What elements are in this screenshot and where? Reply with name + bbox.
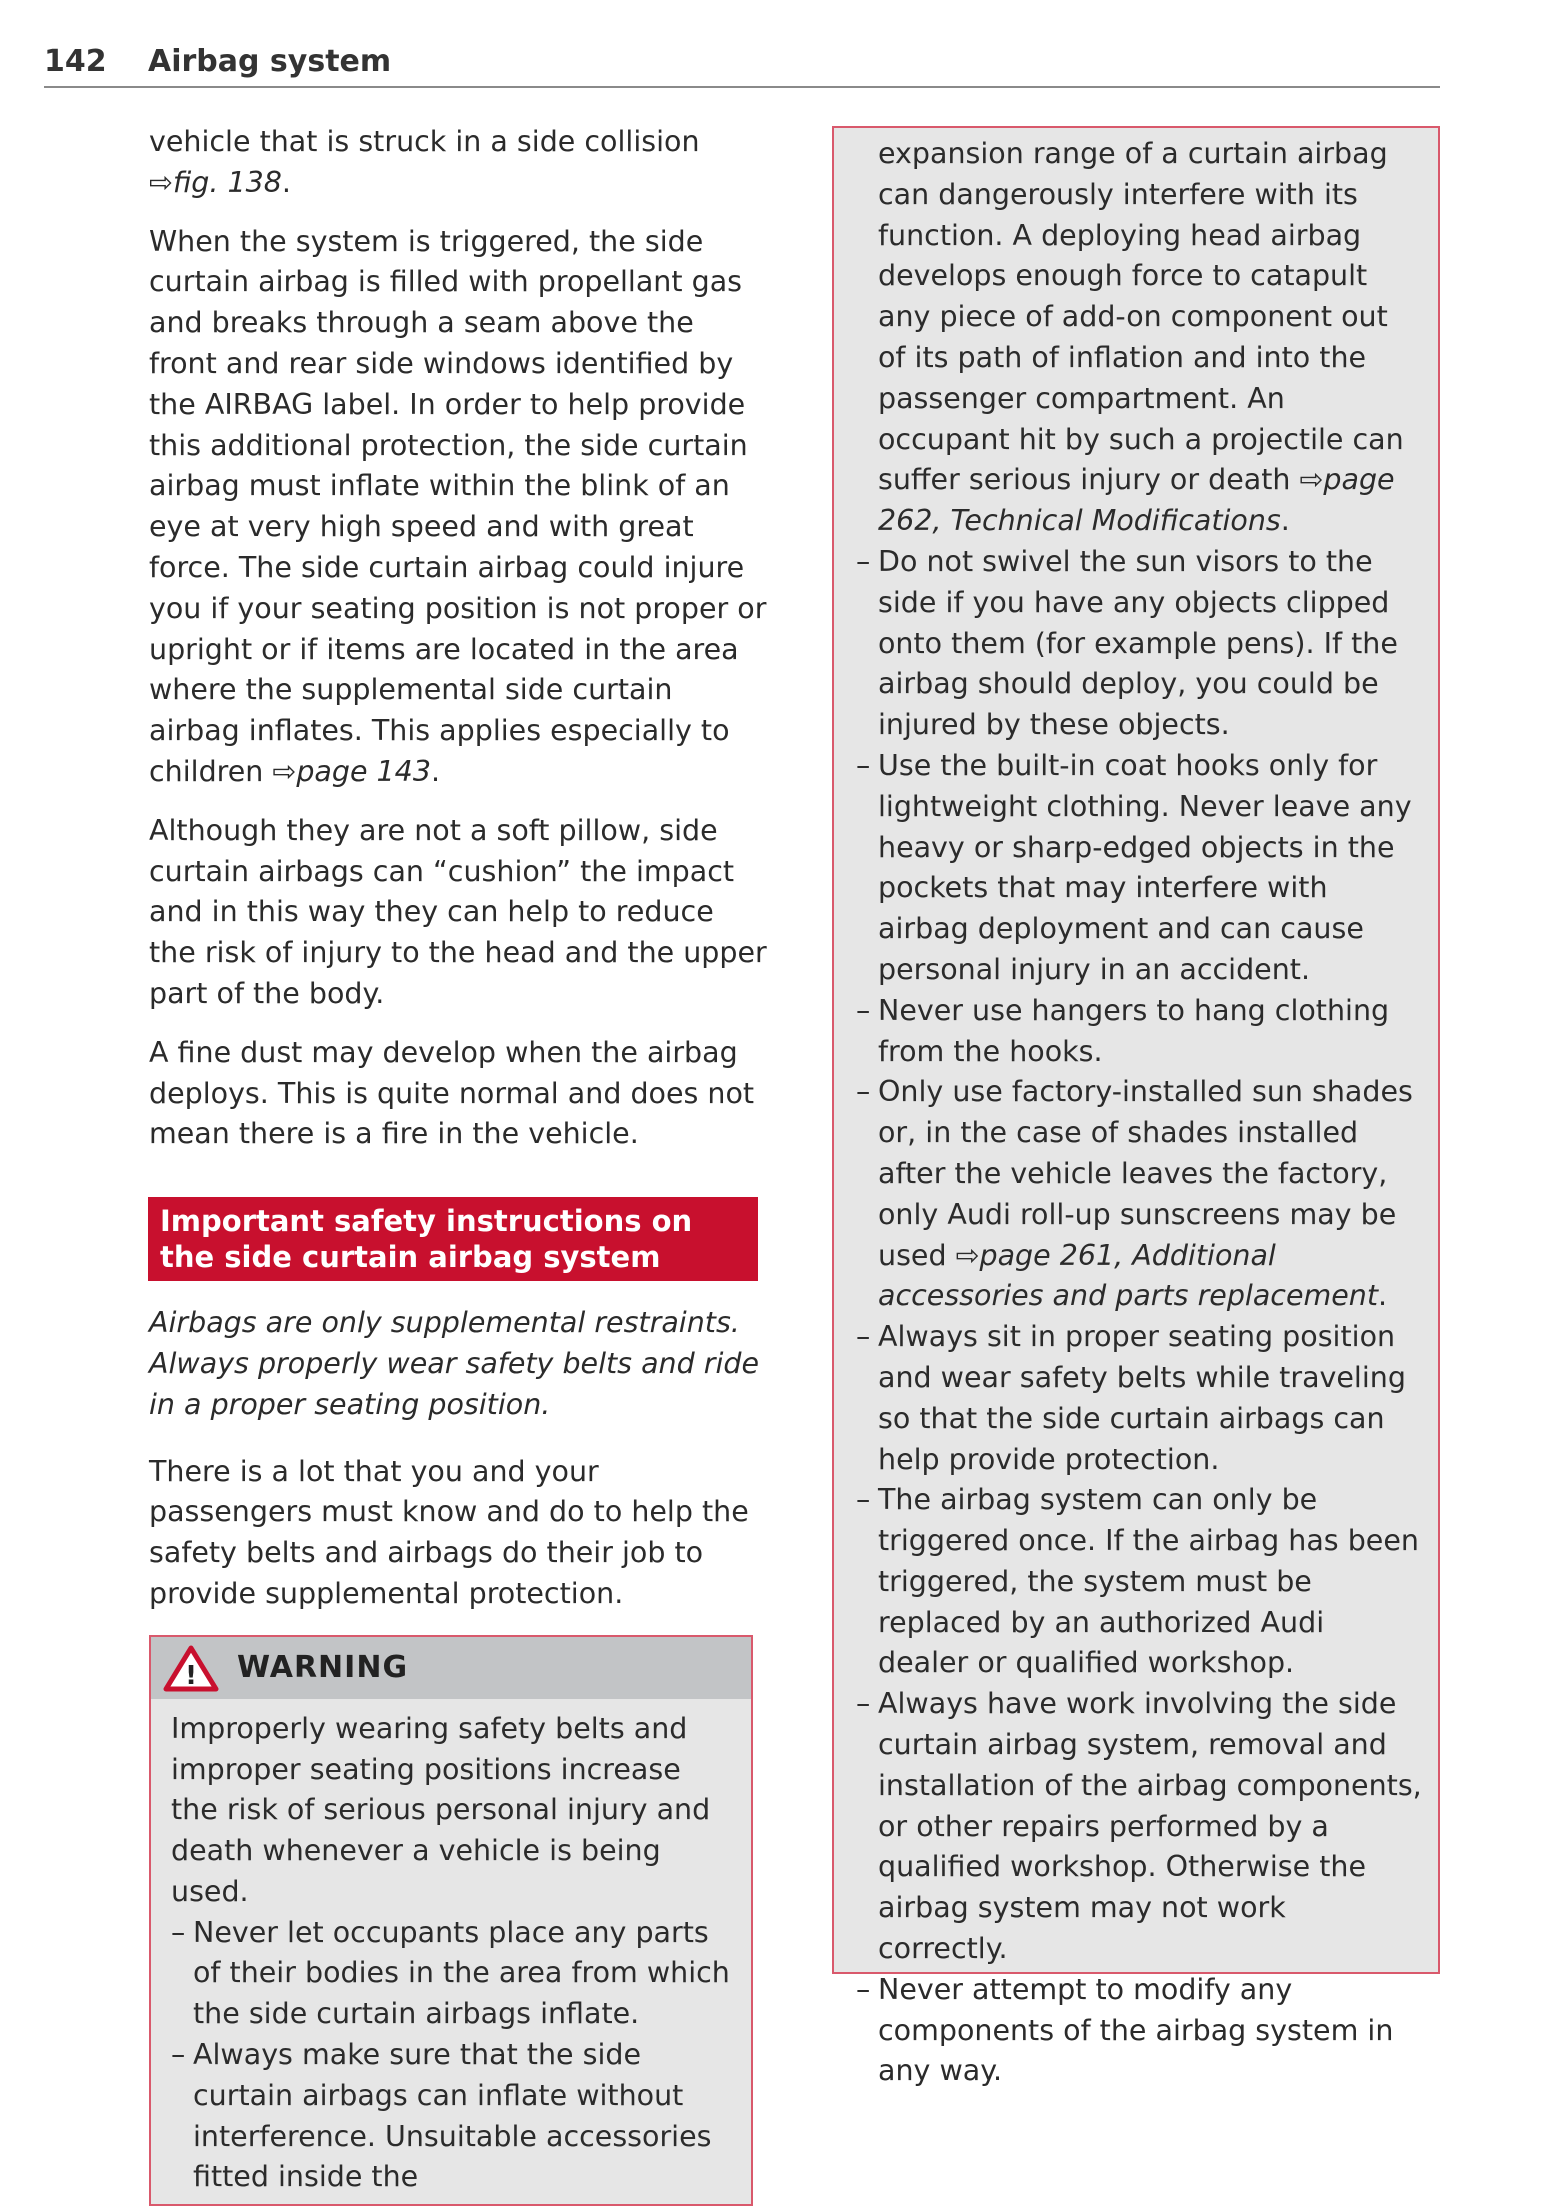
paragraph-1-end: . — [281, 165, 291, 199]
section-title: Airbag system — [148, 44, 392, 79]
list-item: – Always sit in proper seating position and wear safety belts while traveling so that the side curtain airbags can help provide protection. — [856, 1317, 1422, 1480]
warning-header — [151, 1637, 751, 1699]
list-item — [856, 1072, 1422, 1317]
warning-list — [171, 1913, 733, 2199]
paragraph-2 — [149, 222, 769, 793]
list-item: – Always have work involving the side curtain airbag system, removal and installation of the airbag components, or other repairs performed by a qualified workshop. Otherwise the airbag system may not work correctly. — [856, 1684, 1422, 1970]
cross-reference-link[interactable]: page 262, Technical Modifications — [878, 463, 1395, 538]
lead-paragraph: Airbags are only supplemental restraints. Always properly wear safety belts and ride in a proper seating position. — [149, 1306, 760, 1421]
warning-intro: Improperly wearing safety belts and improper seating positions increase the risk of serious personal injury and death whenever a vehicle is being used. — [171, 1711, 711, 1908]
continued-text: expansion range of a curtain airbag can dangerously interfere with its function. A deploying head airbag develops enough force to catapult any piece of add-on component out of its path of inflation and into the passenger compartment. An occupant hit by such a projectile can suffer serious injury or death — [878, 137, 1404, 497]
paragraph-4: A fine dust may develop when the airbag deploys. This is quite normal and does not mean there is a fire in the vehicle. — [149, 1035, 755, 1151]
page-header — [44, 40, 1440, 88]
paragraph-5: There is a lot that you and your passengers must know and do to help the safety belts and airbags do their job to provide supplemental protection. — [149, 1454, 749, 1610]
list-item-text: Only use factory-installed sun shades or, in the case of shades installed after the vehicle leaves the factory, only Audi roll-up sunscreens may be used — [878, 1075, 1413, 1272]
list-item: – Do not swivel the sun visors to the side if you have any objects clipped onto them (for example pens). If the airbag should deploy, you could be injured by these objects. — [856, 542, 1422, 746]
list-item: – Never use hangers to hang clothing from the hooks. — [856, 991, 1422, 1073]
list-item: – Always make sure that the side curtain airbags can inflate without interference. Unsuitable accessories fitted inside the — [171, 2035, 733, 2198]
warning-body — [151, 1699, 751, 2205]
paragraph-1 — [149, 122, 769, 204]
cross-reference-link[interactable]: page 261, Additional accessories and parts replacement — [878, 1238, 1379, 1313]
page-number: 142 — [44, 44, 107, 79]
paragraph-3: Although they are not a soft pillow, side curtain airbags can “cushion” the impact and in this way they can help to reduce the risk of injury to the head and the upper part of the body. — [149, 813, 767, 1010]
left-column — [149, 122, 769, 2206]
warning-continuation-box — [832, 126, 1440, 2088]
arrow-right-icon: ⇨ — [955, 1238, 980, 1272]
continued-paragraph — [856, 134, 1422, 542]
cross-reference-link[interactable]: fig. 138 — [172, 165, 282, 199]
arrow-right-icon: ⇨ — [272, 754, 297, 788]
paragraph-2-text: When the system is triggered, the side curtain airbag is filled with propellant gas and breaks through a seam above the front and rear side windows identified by the AIRBAG label. In order to help provide this additional protection, the side curtain airbag must inflate within the blink of an eye at very high speed and with great force. The side curtain airbag could injure you if your seating position is not proper or upright or if items are located in the area where the supplemental side curtain airbag inflates. This applies especially to children — [149, 224, 767, 788]
warning-list — [856, 542, 1422, 2092]
warning-icon-glyph: ! — [185, 1660, 197, 1691]
list-item: – Never let occupants place any parts of their bodies in the area from which the side curtain airbags inflate. — [171, 1913, 733, 2035]
arrow-right-icon: ⇨ — [149, 165, 173, 199]
continued-end: . — [1280, 504, 1290, 538]
paragraph-2-end: . — [430, 754, 441, 788]
list-item: – Use the built-in coat hooks only for lightweight clothing. Never leave any heavy or sharp-edged objects in the pockets that may interfere with airbag deployment and can cause personal injury in an accident. — [856, 746, 1422, 991]
warning-title: WARNING — [237, 1650, 409, 1686]
cross-reference-link[interactable]: page 143 — [296, 754, 431, 788]
list-item-end: . — [1378, 1279, 1388, 1313]
arrow-right-icon: ⇨ — [1299, 463, 1324, 497]
warning-triangle-icon — [163, 1644, 219, 1692]
list-item: – The airbag system can only be triggered once. If the airbag has been triggered, the system must be replaced by an authorized Audi dealer or qualified workshop. — [856, 1480, 1422, 1684]
list-item: – Never attempt to modify any components of the airbag system in any way. — [856, 1970, 1422, 2092]
warning-box — [149, 1635, 753, 2207]
section-heading: Important safety instructions on the side curtain airbag system — [148, 1197, 758, 1281]
paragraph-1-text: vehicle that is struck in a side collision — [149, 125, 700, 158]
